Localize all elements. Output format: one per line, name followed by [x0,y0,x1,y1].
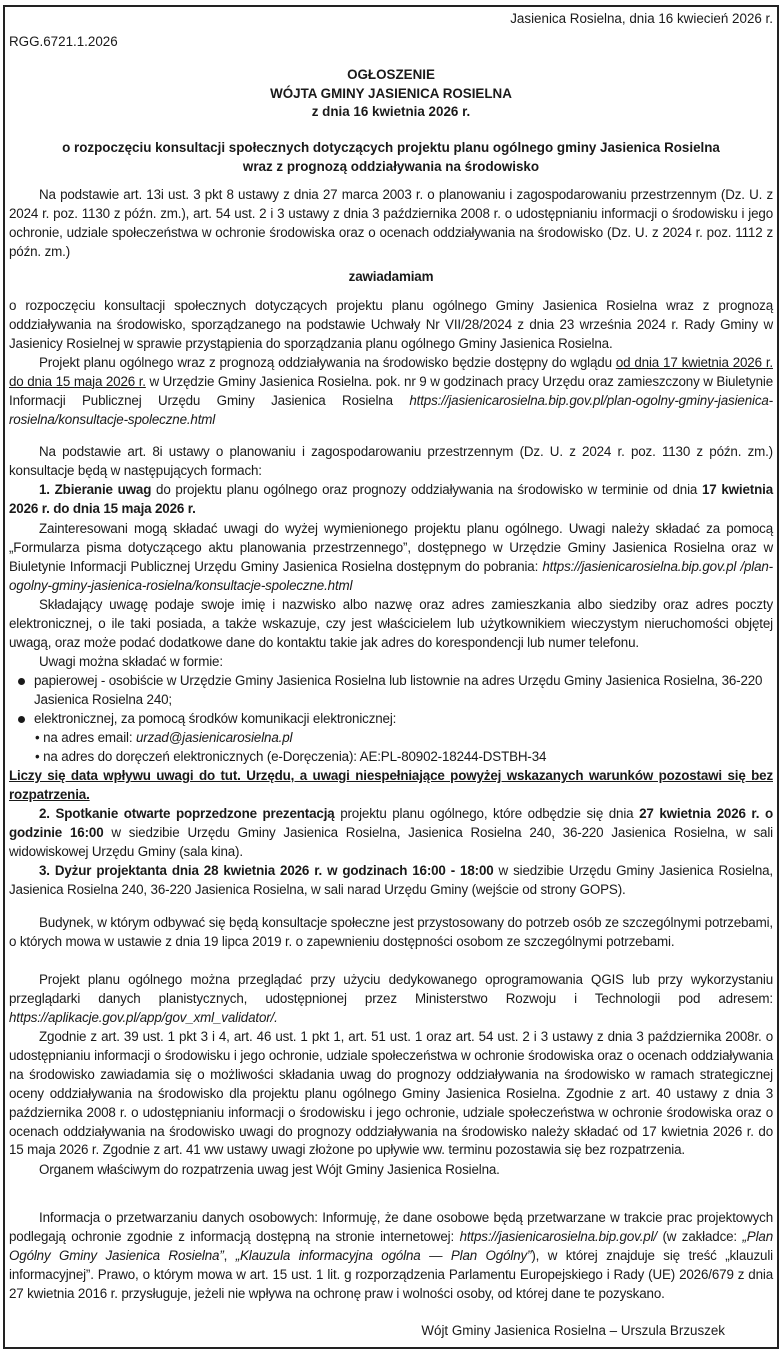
reference-number: RGG.6721.1.2026 [9,34,118,49]
authority-paragraph: Organem właściwym do rozpatrzenia uwag jest Wójt Gminy Jasienica Rosielna. [39,1162,500,1177]
accessibility-paragraph: Budynek, w którym odbywać się będą konsultacje społeczne jest przystosowany do potrzeb osób ze szczególnymi potrzebami, o których mowa w ustawie z dnia 19 lipca 2019 r. o zapewnieniu dostępności osobom ze szczególnymi potrzebami. [9,915,773,949]
item-1-text: do projektu planu ogólnego oraz prognozy oddziaływania na środowisko w terminie od dnia [151,482,702,497]
submission-paragraph [9,520,773,596]
gdpr-sep: , [223,1247,236,1263]
forms-label: Uwagi można składać w formie: [39,654,223,669]
item-3-label: 3. Dyżur projektanta dnia 28 kwietnia 2026 r. w godzinach 16:00 - 18:00 [39,863,494,878]
item-3-office-hours [9,862,773,900]
subject-line-1: o rozpoczęciu konsultacji społecznych dotyczących projektu planu ogólnego gminy Jasienica Rosielna [62,140,720,155]
announcement-frame [3,5,779,1349]
sub-item-email [9,729,773,748]
availability-rest: w Urzędzie Gminy Jasienica Rosielna. pok. nr 9 w godzinach pracy Urzędu oraz zamieszczony w Biuletynie Informacji Publicznej Urzędu Gminy Jasienica Rosielna [9,373,773,408]
gdpr-text-3: ), w której znajduje się treść „klauzuli informacyjnej”. Prawo, o którym mowa w art. 15 ust. 1 lit. g rozporządzenia Parlamentu Europejskiego i Rady (UE) 2026/679 z dnia 27 kwietnia 2016 r. przysługuje, jeżeli nie wpływa na ochronę praw i wolności osoby, od której dane te pozyskano. [9,1247,773,1301]
item-1-dates: 17 kwietnia 2026 r. do dnia 15 maja 2026 r. [9,482,773,516]
announcement-title [5,66,777,122]
forms-intro: Na podstawie art. 8i ustawy o planowaniu i zagospodarowaniu przestrzennym (Dz. U. z 2024 r. poz. 1130 z późn. zm.) konsultacje będą w następujących formach: [9,444,773,478]
legal-basis: Na podstawie art. 13i ust. 3 pkt 8 ustawy z dnia 27 marca 2003 r. o planowaniu i zagospodarowaniu przestrzennym (Dz. U. z 2024 r. poz. 1130 z późn. zm.), art. 54 ust. 2 i 3 ustawy z dnia 3 października 2008 r. o udostępnianiu informacji o środowisku i jego ochronie, udziale społeczeństwa w ochronie środowiska oraz o ocenach oddziaływania na środowisko (Dz. U. z 2024 r. poz. 1112 z późn. zm.) [9,187,773,259]
bullet-icon [18,678,25,685]
item-3-rest: w siedzibie Urzędu Gminy Jasienica Rosielna, Jasienica Rosielna 240, 36-220 Jasienica Rosielna, w sali narad Urzędu Gminy (wejście od strony GOPS). [9,863,773,897]
item-2-text: projektu planu ogólnego, które odbędzie się dnia [334,806,640,821]
title-line-1: OGŁOSZENIE [347,67,435,82]
announce-heading: zawiadamiam [348,269,434,284]
list-item-text: elektronicznej, za pomocą środków komunikacji elektronicznej: [34,710,397,726]
warning-notice: Liczy się data wpływu uwagi do tut. Urzędu, a uwagi niespełniające powyżej wskazanych warunków pozostawi się bez rozpatrzenia. [9,768,773,802]
email-link[interactable]: urzad@jasienicarosielna.pl [135,729,293,745]
environmental-paragraph: Zgodnie z art. 39 ust. 1 pkt 3 i 4, art. 46 ust. 1 pkt 1, art. 51 ust. 1 oraz art. 54 ust. 2 i 3 ustawy z dnia 3 października 2008r. o udostępnianiu informacji o środowisku i jego ochronie, udziale społeczeństwa w ochronie środowiska oraz o ocenach oddziaływania na środowisko zawiadamia się o możliwości składania uwag do prognozy oddziaływania na środowisko w ramach strategicznej oceny oddziaływania na środowisko dla projektu planu ogólnego Gminy Jasienica Rosielna. Zgodnie z art. 40 ustawy z dnia 3 października 2008 r. o udostępnianiu informacji o środowisku i jego ochronie, udziale społeczeństwa w ochronie środowiska oraz o ocenach oddziaływania na środowisko uwagi do prognozy oddziaływania na środowisko należy składać od 17 kwietnia 2026 r. do 15 maja 2026 r. Zgodnie z art. 41 ww ustawy uwagi złożone po upływie ww. terminu pozostawia się bez rozpatrzenia. [9,1029,773,1158]
availability-intro: Projekt planu ogólnego wraz z prognozą oddziaływania na środowisko będzie dostępny do wglądu [39,355,616,370]
gdpr-tab-2: „Klauzula informacyjna ogólna — Plan Ogólny” [235,1247,532,1263]
item-2-label: 2. Spotkanie otwarte poprzedzone prezentacją [39,806,335,821]
item-2-date: 27 kwietnia 2026 r. o godzinie 16:00 [9,806,773,840]
subject-line-2: wraz z prognozą oddziaływania na środowisko [242,159,540,174]
submission-link[interactable]: https://jasienicarosielna.bip.gov.pl /plan-ogolny-gminy-jasienica-rosielna/konsultacje-spoleczne.html [9,558,773,593]
list-item-paper [9,672,773,710]
item-2-rest: w siedzibie Urzędu Gminy Jasienica Rosielna, Jasienica Rosielna 240, 36-220 Jasienica Rosielna, w sali widowiskowej Urzędu Gminy (sala kina). [9,824,774,859]
qgis-paragraph [9,971,773,1028]
gdpr-text-2: (w zakładce: [656,1228,743,1244]
item-1-label: 1. Zbieranie uwag [39,482,152,497]
bullet-icon [18,716,25,723]
bip-link[interactable]: https://jasienicarosielna.bip.gov.pl/plan-ogolny-gminy-jasienica-rosielna/konsultacje-spoleczne.html [9,392,773,427]
announcement-subject [5,138,777,176]
submission-text: Zainteresowani mogą składać uwagi do wyżej wymienionego projektu planu ogólnego. Uwagi należy składać za pomocą „Formularza pisma dotyczącego aktu planowania przestrzennego”, dostępnego w Urzędzie Gminy Jasienica Rosielna oraz w Biuletynie Informacji Publicznej Urzędu Gminy Jasienica Rosielna dostępnym do pobrania: [9,521,773,574]
item-1-comments [9,481,773,519]
gdpr-tab-1: „Plan Ogólny Gminy Jasienica Rosielna” [9,1228,774,1263]
forms-list [9,672,773,767]
sub-item-edelivery: • na adres do doręczeń elektronicznych (e-Doręczenia): AE:PL-80902-18244-DSTBH-34 [35,748,547,764]
gdpr-paragraph [9,1209,773,1304]
availability-paragraph [9,354,773,430]
qgis-text: Projekt planu ogólnego można przeglądać przy użyciu dedykowanego oprogramowania QGIS lub przy wykorzystaniu przeglądarki danych planistycznych, udostępnionej przez Ministerstwo Rozwoju i Technologii pod adresem: [9,972,773,1006]
email-label: • na adres email: [35,729,136,745]
list-item-text: papierowej - osobiście w Urzędzie Gminy Jasienica Rosielna lub listownie na adres Urzędu Gminy Jasienica Rosielna, 36-220 Jasienica Rosielna 240; [34,673,763,707]
list-item-electronic [9,710,773,729]
gdpr-link[interactable]: https://jasienicarosielna.bip.gov.pl/ [459,1228,657,1244]
announce-text: o rozpoczęciu konsultacji społecznych dotyczących projektu planu ogólnego Gminy Jasienica Rosielna wraz z prognozą oddziaływania na środowisko, sporządzanego na podstawie Uchwały Nr VII/28/2024 z dnia 23 września 2024 r. Rady Gminy w Jasienicy Rosielnej w sprawie przystąpienia do sporządzania planu ogólnego Gminy Jasienica Rosielna. [9,298,773,351]
availability-dates: od dnia 17 kwietnia 2026 r. do dnia 15 maja 2026 r. [9,355,773,389]
validator-link[interactable]: https://aplikacje.gov.pl/app/gov_xml_validator/. [9,1009,278,1025]
gdpr-text-1: Informacja o przetwarzaniu danych osobowych: Informuję, że dane osobowe będą przetwarzane w trakcie prac projektowych podlegają ochronie zgodnie z informacją dostępną na stronie internetowej: [9,1210,773,1244]
title-date: z dnia 16 kwietnia 2026 r. [311,104,471,119]
title-line-2: WÓJTA GMINY JASIENICA ROSIELNA [270,85,512,101]
submitter-info: Składający uwagę podaje swoje imię i nazwisko albo nazwę oraz adres zamieszkania albo siedziby oraz adres poczty elektronicznej, o ile taki posiada, a także wskazuje, czy jest właścicielem lub użytkownikiem wieczystym nieruchomości objętej uwagą, oraz może podać dodatkowe dane do kontaktu takie jak adres do korespondencji lub numer telefonu. [9,597,773,650]
item-2-meeting [9,805,773,862]
place-date: Jasienica Rosielna, dnia 16 kwiecień 2026 r. [510,11,773,26]
signature: Wójt Gminy Jasienica Rosielna – Urszula Brzuszek [421,1323,725,1338]
